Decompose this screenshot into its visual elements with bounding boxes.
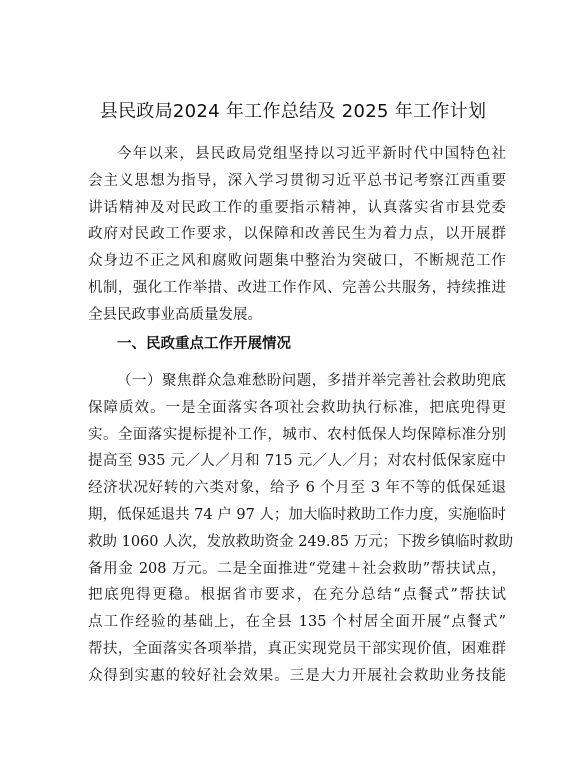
text-line: 讲话精神及对民政工作的重要指示精神，认真落实省市县党委 xyxy=(88,199,506,216)
text-line: 把底兜得更稳。根据省市要求，在充分总结“点餐式”帮扶试 xyxy=(88,587,506,604)
text-line: 经济状况好转的六类对象，给予 6 个月至 3 年不等的低保延退 xyxy=(88,480,506,497)
text-line: 提高至 935 元／人／月和 715 元／人／月；对农村低保家庭中 xyxy=(88,453,506,470)
text-line: 备用金 208 万元。二是全面推进“党建＋社会救助”帮扶试点， xyxy=(88,560,506,577)
text-line: 机制，强化工作举措、改进工作作风、完善公共服务，持续推进 xyxy=(88,279,506,296)
text-line: 帮扶，全面落实各项举措，真正实现党员干部实现价值，困难群 xyxy=(88,640,506,657)
text-line: 点工作经验的基础上，在全县 135 个村居全面开展“点餐式” xyxy=(88,614,506,631)
text-line: 众得到实惠的较好社会效果。三是大力开展社会救助业务技能 xyxy=(88,667,506,684)
text-line: 期，低保延退共 74 户 97 人；加大临时救助工作力度，实施临时 xyxy=(88,506,506,523)
text-line: 实。全面落实提标提补工作，城市、农村低保人均保障标准分别 xyxy=(88,426,506,443)
text-line: 保障质效。一是全面落实各项社会救助执行标准，把底兜得更 xyxy=(88,399,506,416)
document-title: 县民政局2024 年工作总结及 2025 年工作计划 xyxy=(99,101,487,122)
intro-paragraph xyxy=(88,141,506,329)
text-line: 救助 1060 人次，发放救助资金 249.85 万元；下拨乡镇临时救助 xyxy=(88,533,514,550)
text-line: 政府对民政工作要求，以保障和改善民生为着力点，以开展群 xyxy=(88,226,506,243)
text-line: 众身边不正之风和腐败问题集中整治为突破口，不断规范工作 xyxy=(88,253,506,270)
section-paragraph xyxy=(88,368,514,690)
text-line: 全县民政事业高质量发展。 xyxy=(88,306,262,323)
text-line: （一）聚焦群众急难愁盼问题，多措并举完善社会救助兜底 xyxy=(117,373,506,389)
section-heading: 一、民政重点工作开展情况 xyxy=(117,336,291,352)
text-line: 会主义思想为指导，深入学习贯彻习近平总书记考察江西重要 xyxy=(88,172,506,189)
text-line: 今年以来，县民政局党组坚持以习近平新时代中国特色社 xyxy=(117,146,506,162)
